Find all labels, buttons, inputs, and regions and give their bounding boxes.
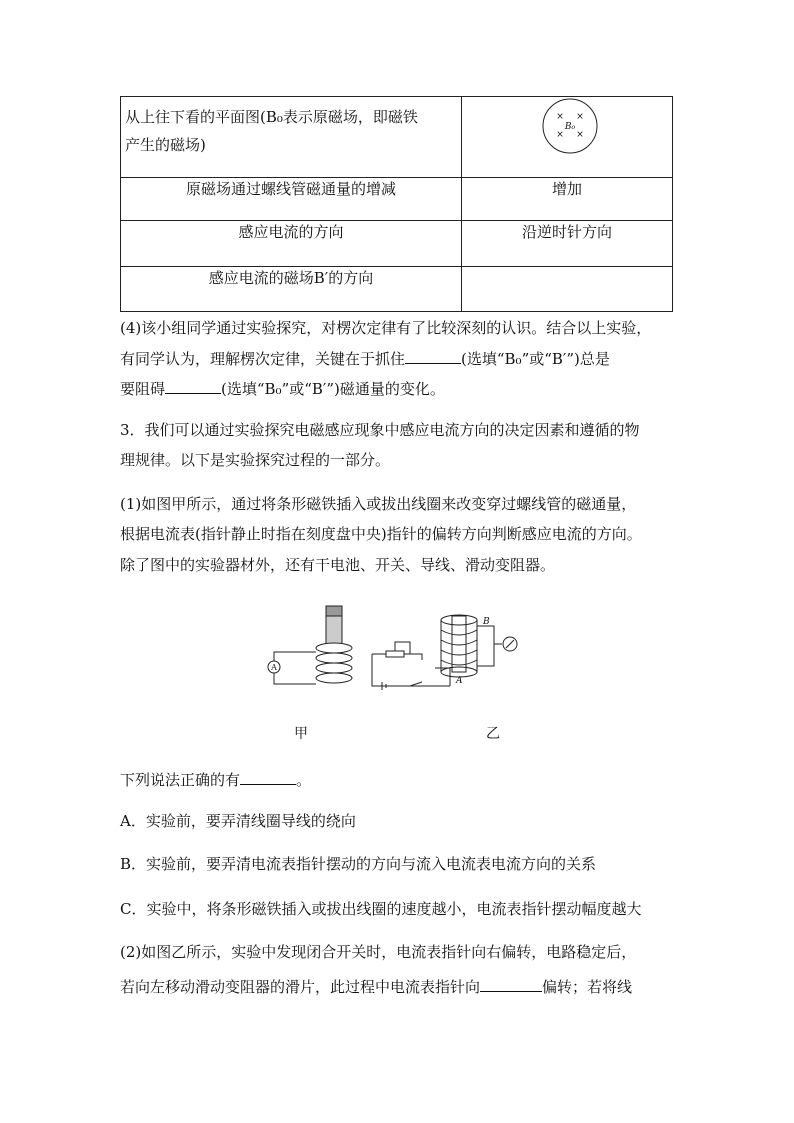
q4-line3 <box>120 377 445 399</box>
coil-ring <box>316 673 352 683</box>
table-cell <box>121 97 462 178</box>
wire <box>274 652 316 662</box>
q4-line2 <box>120 347 610 369</box>
coil-ring <box>316 653 352 663</box>
row4-value <box>462 267 673 312</box>
option-b: B．实验前，要弄清电流表指针摆动的方向与流入电流表电流方向的关系 <box>120 855 597 873</box>
experiment-table <box>120 96 673 312</box>
wire <box>435 668 450 686</box>
wire <box>477 644 494 666</box>
q4-line2-a: 有同学认为，理解楞次定律，关键在于抓住 <box>120 350 406 368</box>
q2-line2-b: 偏转；若将线 <box>542 978 633 996</box>
caption-yi: 乙 <box>486 726 500 742</box>
answer-blank <box>240 768 296 785</box>
answer-blank <box>480 975 542 992</box>
figure-b <box>372 615 517 690</box>
ammeter-label: A <box>271 663 277 672</box>
cross-mark: × <box>556 130 564 140</box>
label-b: B <box>483 617 490 627</box>
table-row <box>121 97 673 178</box>
field-label: B₀ <box>564 122 576 132</box>
cross-mark: × <box>576 112 584 122</box>
row2-value: 增加 <box>462 178 673 221</box>
table-row <box>121 267 673 312</box>
row4-label: 感应电流的磁场B′的方向 <box>121 267 462 312</box>
table-row <box>121 221 673 267</box>
option-a: A．实验前，要弄清线圈导线的绕向 <box>120 812 356 830</box>
q3-line1: 3．我们可以通过实验探究电磁感应现象中感应电流方向的决定因素和遵循的物 <box>120 421 640 439</box>
coil-ring <box>316 643 352 653</box>
q3-line2: 理规律。以下是实验探究过程的一部分。 <box>120 451 391 469</box>
row1-label-line1: 从上往下看的平面图(B₀表示原磁场，即磁铁 <box>125 108 418 126</box>
q4-line1: (4)该小组同学通过实验探究，对楞次定律有了比较深刻的认识。结合以上实验， <box>120 319 652 337</box>
coil-ring <box>316 663 352 673</box>
q2-line2 <box>120 975 632 997</box>
q2-line2-a: 若向左移动滑动变阻器的滑片，此过程中电流表指针向 <box>120 978 481 996</box>
wire <box>477 626 502 644</box>
table-cell <box>462 97 673 178</box>
answer-blank <box>165 377 221 394</box>
bar-magnet-end <box>326 606 342 616</box>
caption-jia: 甲 <box>294 726 308 742</box>
row3-label: 感应电流的方向 <box>121 221 462 267</box>
figure-a <box>268 606 352 684</box>
rheostat-icon <box>386 651 404 657</box>
row3-value: 沿逆时针方向 <box>462 221 673 267</box>
q4-line3-a: 要阻碍 <box>120 380 166 398</box>
q3-p1-line3: 除了图中的实验器材外，还有干电池、开关、导线、滑动变阻器。 <box>120 556 556 574</box>
q4-line2-b: (选填“B₀”或“B′”)总是 <box>461 350 610 368</box>
answer-blank <box>405 347 461 364</box>
q3-p1-line2: 根据电流表(指针静止时指在刻度盘中央)指针的偏转方向判断感应电流的方向。 <box>120 525 642 543</box>
magnetic-field-diagram <box>462 97 674 177</box>
q2-line1: (2)如图乙所示，实验中发现闭合开关时，电流表指针向右偏转，电路稳定后， <box>120 943 637 961</box>
wire <box>274 672 316 684</box>
label-a: A <box>456 676 463 686</box>
row2-label: 原磁场通过螺线管磁通量的增减 <box>121 178 462 221</box>
question-prompt-a: 下列说法正确的有 <box>120 771 241 789</box>
question-prompt <box>120 768 311 790</box>
question-prompt-b: 。 <box>296 771 312 789</box>
switch-icon <box>410 682 422 686</box>
q3-p1-line1: (1)如图甲所示，通过将条形磁铁插入或拔出线圈来改变穿过螺线管的磁通量， <box>120 495 637 513</box>
wire <box>372 654 450 686</box>
cross-mark: × <box>556 112 564 122</box>
option-c: C．实验中，将条形磁铁插入或拔出线圈的速度越小，电流表指针摆动幅度越大 <box>120 900 642 918</box>
table-row <box>121 178 673 221</box>
cross-mark: × <box>576 130 584 140</box>
experiment-figures <box>260 600 540 700</box>
row1-label-line2: 产生的磁场) <box>125 136 206 154</box>
q4-line3-b: (选填“B₀”或“B′”)磁通量的变化。 <box>221 380 445 398</box>
